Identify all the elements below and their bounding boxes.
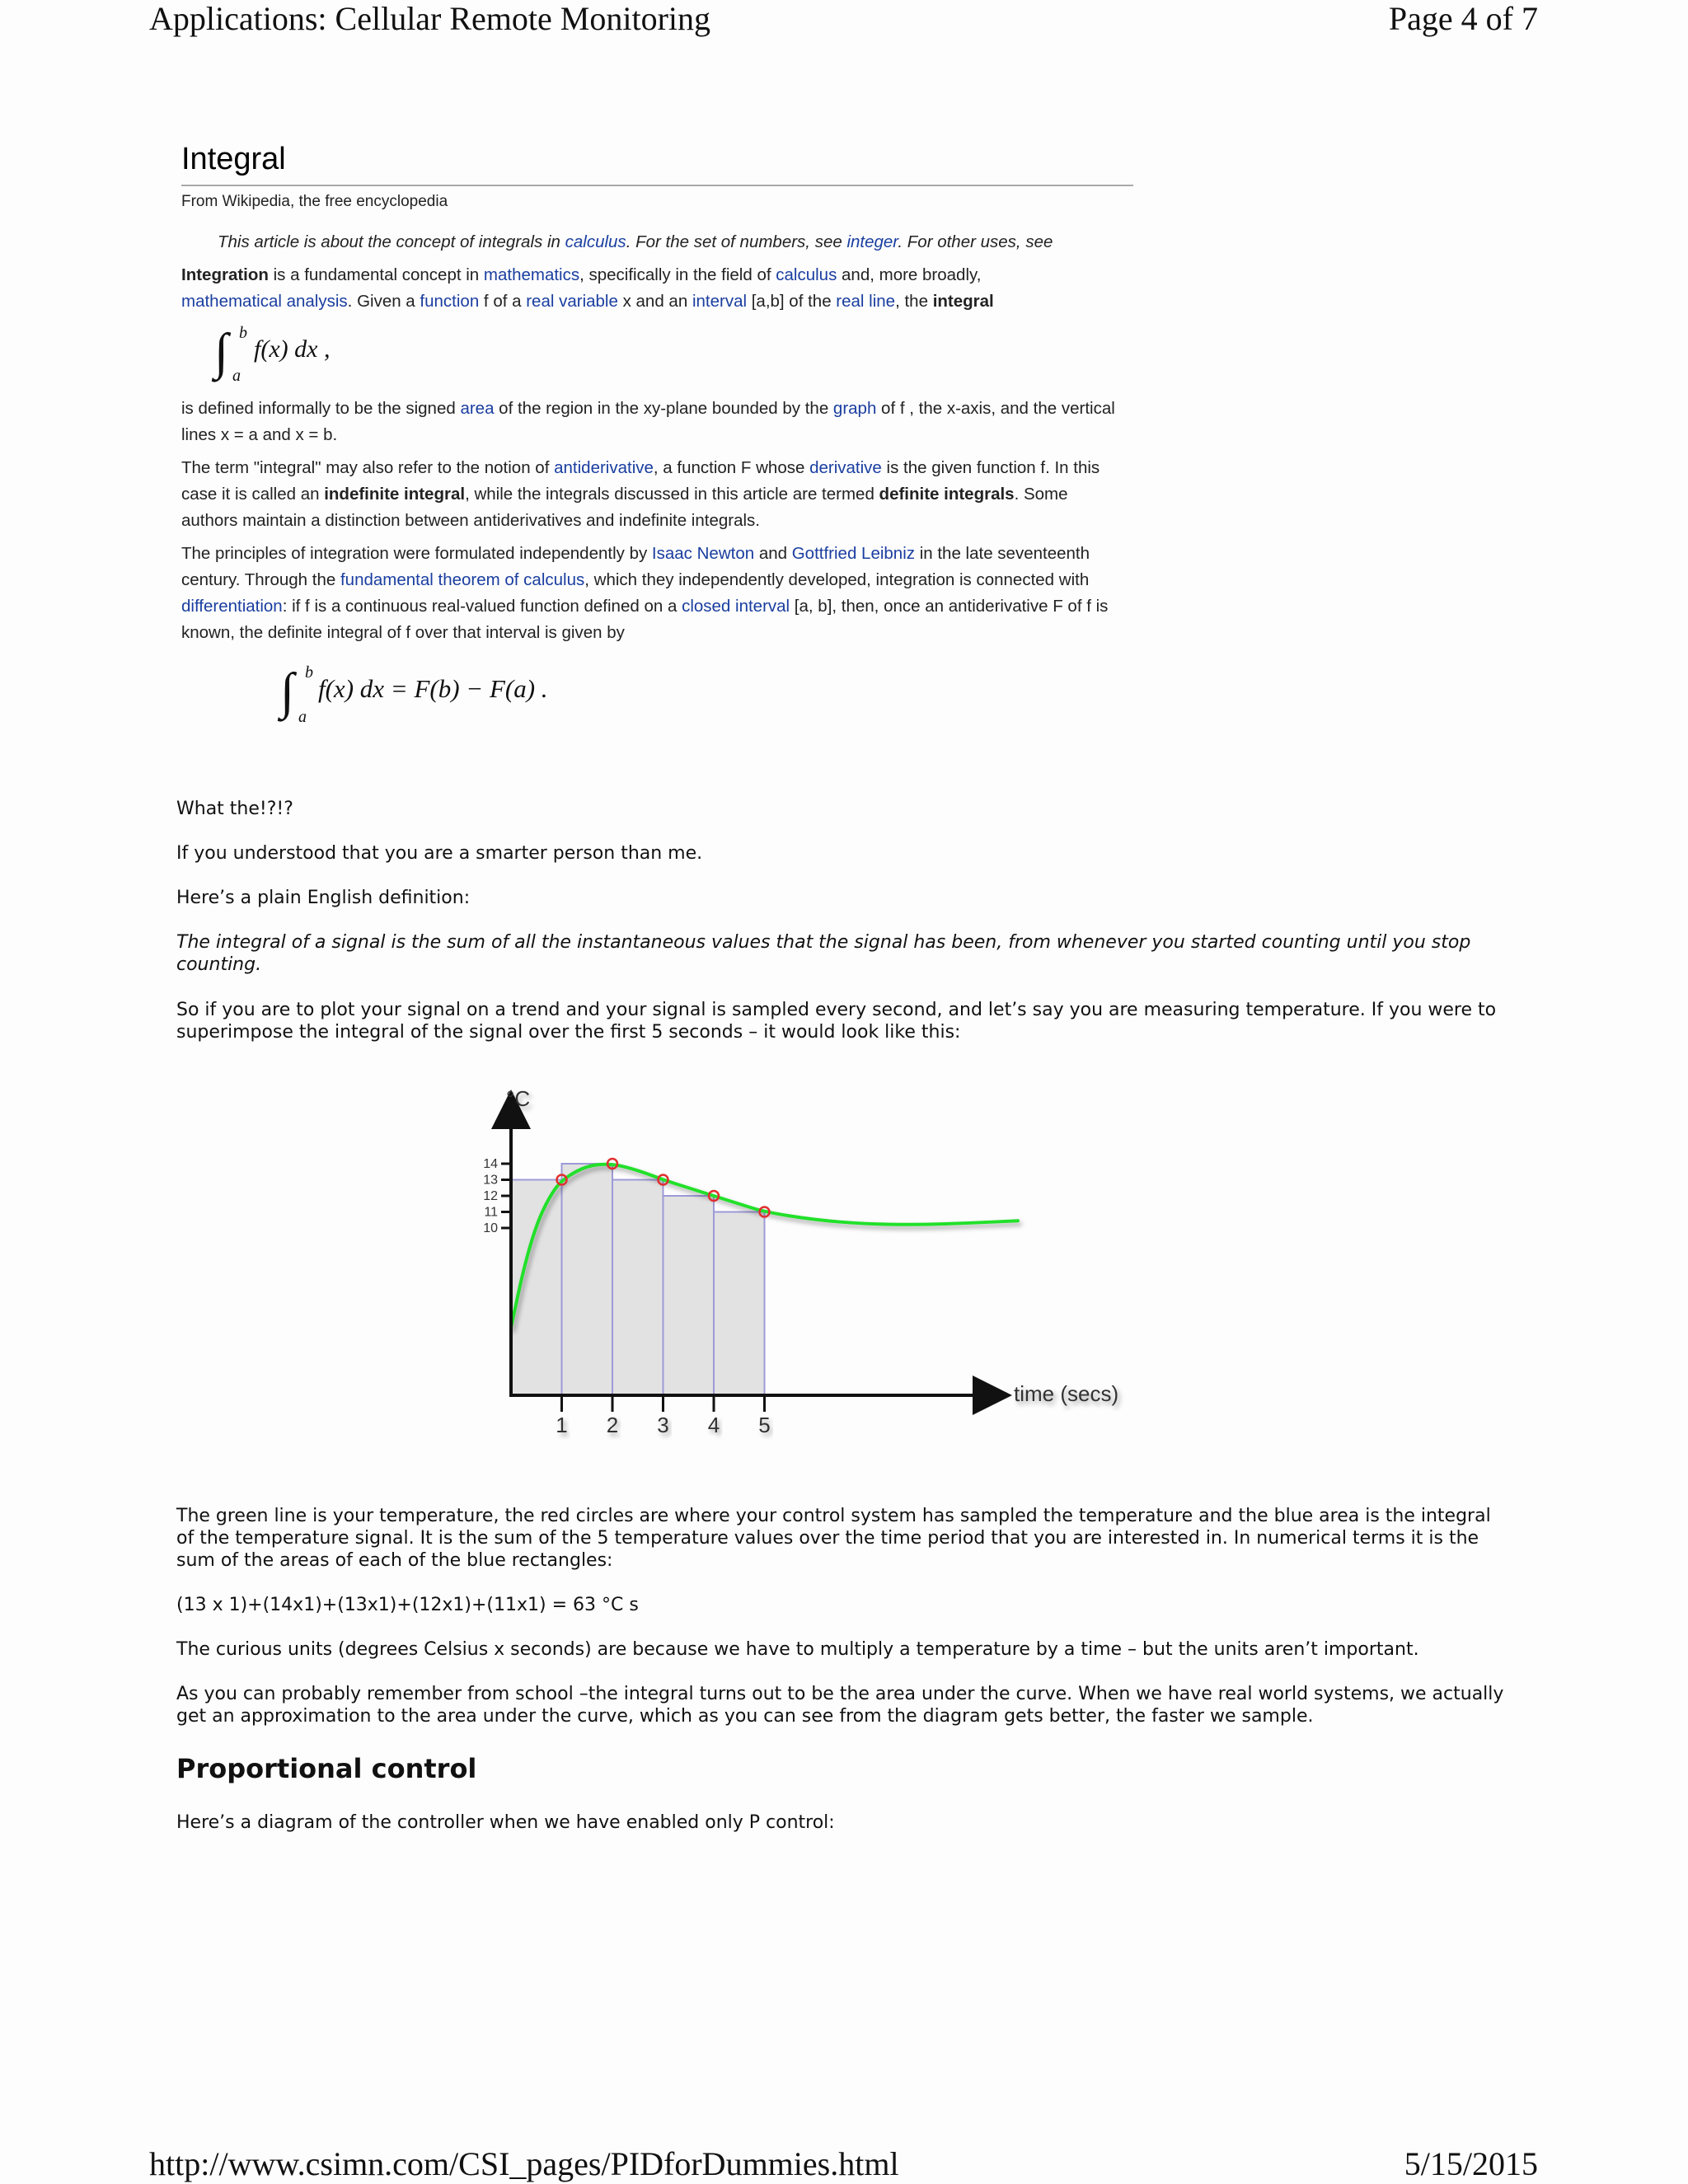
text-run: . Some authors maintain a distinction between antiderivatives and indefinite integrals. <box>181 485 1068 530</box>
text-run: , while the integrals discussed in this article are termed <box>465 485 879 504</box>
integral-chart <box>445 1071 1170 1459</box>
text-run: of the region in the xy-plane bounded by the <box>494 399 833 418</box>
integral-rectangle <box>714 1212 765 1396</box>
text-run: f of a <box>479 292 527 311</box>
article-paragraph-10: Here’s a diagram of the controller when we have enabled only P control: <box>176 1812 835 1833</box>
hatnote-text: This article is about the concept of integrals in <box>218 232 565 251</box>
wiki-hatnote <box>218 229 1149 255</box>
article-paragraph-8: The curious units (degrees Celsius x seconds) are because we have to multiply a temperature by a time – but the units aren’t important. <box>176 1639 1419 1660</box>
wiki-paragraph-2 <box>181 396 1121 448</box>
bold-term: integral <box>932 292 994 311</box>
article-definition: The integral of a signal is the sum of all the instantaneous values that the signal has been, from whenever you started counting until you stop counting. <box>176 932 1471 975</box>
integral-sign: ∫ <box>280 663 294 719</box>
y-axis-label: °C <box>506 1086 531 1111</box>
text-run: , specifically in the field of <box>579 265 776 284</box>
integral-upper-limit: b <box>239 324 247 342</box>
formula-definite-integral <box>214 323 1154 389</box>
x-tick-label: 4 <box>707 1413 720 1437</box>
section-heading-proportional-control: Proportional control <box>176 1753 477 1784</box>
link-mathematical-analysis[interactable]: mathematical analysis <box>181 292 348 311</box>
wiki-paragraph-4 <box>181 541 1121 646</box>
integral-rectangle <box>612 1180 663 1396</box>
bold-term: Integration <box>181 265 269 284</box>
bold-term: indefinite integral <box>324 485 466 504</box>
integral-rectangle <box>663 1196 715 1395</box>
print-header-title: Applications: Cellular Remote Monitoring <box>149 0 711 37</box>
text-run: , which they independently developed, integration is connected with <box>584 570 1090 589</box>
article-paragraph-6: The green line is your temperature, the red circles are where your control system has sampled the temperature and the blue area is the integral of the temperature signal. It is the sum of the 5 temperature values over the time period that you are interested in. In numerical terms it is the sum of the areas of each of the blue rectangles: <box>176 1506 1491 1571</box>
bold-term: definite integrals <box>879 485 1015 504</box>
y-tick-label: 13 <box>483 1173 498 1188</box>
link-differentiation[interactable]: differentiation <box>181 597 283 616</box>
x-tick-label: 5 <box>758 1413 771 1437</box>
wiki-article-title: Integral <box>181 142 286 176</box>
text-run: and, more broadly, <box>837 265 982 284</box>
link-function[interactable]: function <box>420 292 480 311</box>
article-paragraph-3: Here’s a plain English definition: <box>176 888 471 908</box>
hatnote-text: . For other uses, see <box>898 232 1053 251</box>
text-run: , a function F whose <box>653 458 810 477</box>
text-run: [a,b] of the <box>747 292 837 311</box>
text-run: : if f is a continuous real-valued function defined on a <box>282 597 682 616</box>
link-closed-interval[interactable]: closed interval <box>682 597 790 616</box>
wiki-subtitle: From Wikipedia, the free encyclopedia <box>181 193 448 210</box>
wiki-excerpt <box>181 140 1154 730</box>
text-run: The principles of integration were formulated independently by <box>181 544 652 563</box>
integral-rectangle <box>562 1164 613 1395</box>
link-antiderivative[interactable]: antiderivative <box>554 458 654 477</box>
text-run: of f , the x-axis, and the vertical lines x = a and x = b. <box>181 399 1115 444</box>
text-run: The term "integral" may also refer to the notion of <box>181 458 555 477</box>
hatnote-text: . For the set of numbers, see <box>626 232 847 251</box>
link-area[interactable]: area <box>460 399 495 418</box>
x-axis-label: time (secs) <box>1014 1381 1119 1406</box>
integral-upper-limit: b <box>305 663 313 682</box>
text-run: , the <box>895 292 933 311</box>
link-isaac-newton[interactable]: Isaac Newton <box>651 544 755 563</box>
y-tick-label: 11 <box>484 1205 498 1220</box>
x-tick-label: 3 <box>657 1413 669 1437</box>
formula-fundamental-theorem <box>280 663 1154 730</box>
y-tick-label: 14 <box>483 1157 498 1171</box>
wiki-title-divider <box>181 185 1133 186</box>
link-derivative[interactable]: derivative <box>809 458 882 477</box>
text-run: is defined informally to be the signed <box>181 399 461 418</box>
integral-lower-limit: a <box>232 367 241 385</box>
integral-lower-limit: a <box>298 708 307 726</box>
integral-sign: ∫ <box>214 324 228 380</box>
text-run: is the given function f. In this case it is called an <box>181 458 1100 504</box>
link-gottfried-leibniz[interactable]: Gottfried Leibniz <box>791 544 916 563</box>
link-mathematics[interactable]: mathematics <box>483 265 580 284</box>
article-paragraph-5: So if you are to plot your signal on a trend and your signal is sampled every second, and let’s say you are measuring temperature. If you were to superimpose the integral of the signal over the first 5 seconds – it would look like this: <box>176 1000 1497 1043</box>
x-tick-labels <box>556 1413 770 1437</box>
link-real-line[interactable]: real line <box>836 292 896 311</box>
print-header-page-number: Page 4 of 7 <box>1388 0 1538 37</box>
text-run: [a, b], then, once an antiderivative F of f is known, the definite integral of f over that interval is given by <box>181 597 1109 642</box>
integral-expression: f(x) dx , <box>254 335 331 363</box>
link-integer[interactable]: integer <box>846 232 898 251</box>
article-paragraph-9: As you can probably remember from school –the integral turns out to be the area under the curve. When we have real world systems, we actually get an approximation to the area under the curve, which as you can see from the diagram gets better, the faster we sample. <box>176 1684 1504 1727</box>
link-calculus[interactable]: calculus <box>565 232 626 251</box>
link-real-variable[interactable]: real variable <box>526 292 618 311</box>
article-paragraph-2: If you understood that you are a smarter person than me. <box>176 843 703 864</box>
text-run: in the late seventeenth century. Through the <box>181 544 1090 589</box>
text-run: and <box>754 544 792 563</box>
link-calculus[interactable]: calculus <box>776 265 837 284</box>
print-footer-url: http://www.csimn.com/CSI_pages/PIDforDummies.html <box>149 2145 899 2182</box>
y-tick-label: 10 <box>483 1221 498 1235</box>
text-run: is a fundamental concept in <box>268 265 484 284</box>
text-run: x and an <box>617 292 692 311</box>
link-interval[interactable]: interval <box>692 292 748 311</box>
article-paragraph-1: What the!?!? <box>176 799 293 819</box>
print-footer-date: 5/15/2015 <box>1404 2145 1538 2182</box>
wiki-paragraph-3 <box>181 455 1121 534</box>
link-graph[interactable]: graph <box>832 399 877 418</box>
x-tick-label: 1 <box>556 1413 568 1437</box>
integral-expression: f(x) dx = F(b) − F(a) . <box>318 674 548 703</box>
wiki-paragraph-1 <box>181 262 1121 315</box>
y-tick-label: 12 <box>483 1189 498 1203</box>
x-tick-label: 2 <box>606 1413 619 1437</box>
y-tick-labels <box>483 1157 498 1235</box>
link-fundamental-theorem[interactable]: fundamental theorem of calculus <box>340 570 585 589</box>
article-formula-sum: (13 x 1)+(14x1)+(13x1)+(12x1)+(11x1) = 63 °C s <box>176 1595 639 1615</box>
text-run: . Given a <box>347 292 420 311</box>
